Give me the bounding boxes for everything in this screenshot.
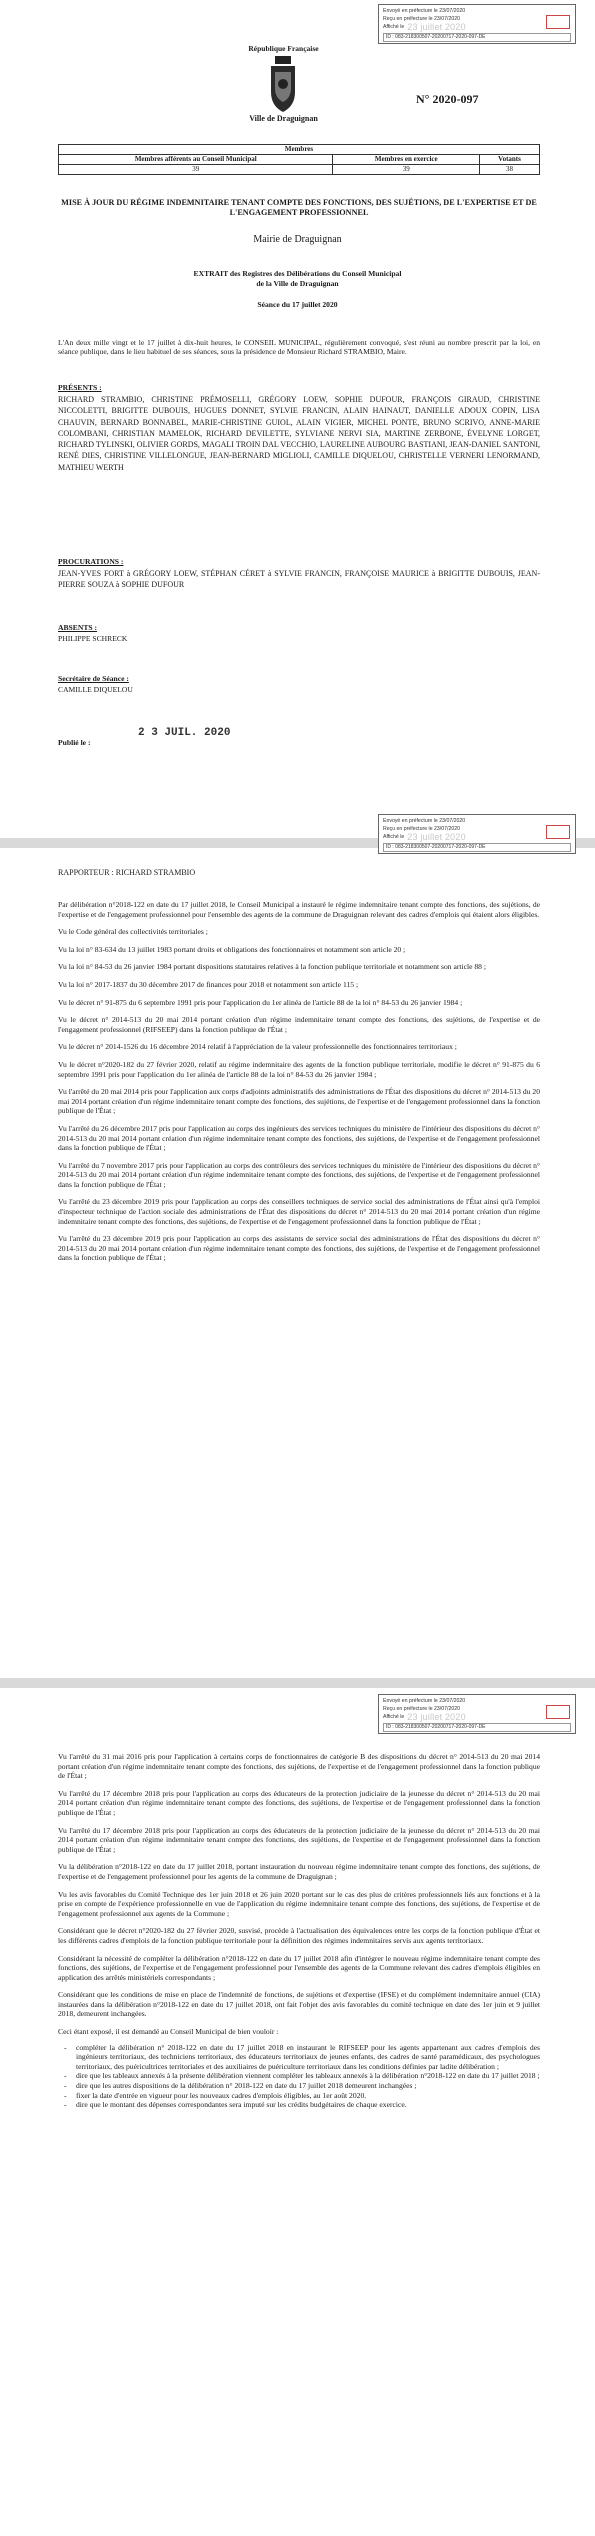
procurations-list: JEAN-YVES FORT à GRÉGORY LOEW, STÉPHAN CÉRET à SYLVIE FRANCIN, FRANÇOISE MAURICE à BRIGITTE DUBOUIS, JEAN-PIERRE SOUZA à SOPHIE DUFOUR: [58, 569, 540, 589]
paragraph: Vu la délibération n°2018-122 en date du 17 juillet 2018, portant instauration du nouveau régime indemnitaire tenant compte des fonctions, des sujétions, de l'expertise et de l'engagement professionnel pour les agents de la commune de Draguignan ;: [58, 1862, 540, 1881]
list-item: - compléter la délibération n° 2018-122 en date du 17 juillet 2018 en instaurant le RIFSEEP pour les agents appartenant aux cadres d'emplois des ingénieurs territoriaux, des techniciens territoriaux, des éducateurs territoriaux de jeunes enfants, des cadres de santé paramédicaux, des psychologues territoriaux, des puéricultrices territoriales et des auxiliaires de puériculture territoriaux dans les conditions définies par ladite délibération ;: [58, 2043, 540, 2072]
members-table-title: Membres: [59, 145, 540, 155]
paragraph: Vu l'arrêté du 17 décembre 2018 pris pour l'application au corps des éducateurs de la protection judiciaire de la jeunesse du décret n° 2014-513 du 20 mai 2014 portant création d'un régime indemnitaire tenant compte des fonctions, des sujétions, de l'expertise et de l'engagement professionnel dans la fonction publique de l'État ;: [58, 1825, 540, 1854]
absents-list: PHILIPPE SCHRECK: [58, 634, 128, 643]
paragraph: Vu le Code général des collectivités territoriales ;: [58, 927, 208, 937]
stamp-id: ID : 083-218300507-20200717-2020-097-DE: [383, 843, 571, 852]
publication-date-stamp: 2 3 JUIL. 2020: [138, 727, 231, 739]
paragraph: Ceci étant exposé, il est demandé au Conseil Municipal de bien vouloir :: [58, 2027, 279, 2037]
paragraph: Vu l'arrêté du 26 décembre 2017 pris pour l'application au corps des ingénieurs des services techniques du ministère de l'intérieur des dispositions du décret n° 2014-513 du 20 mai 2014 portant création d'un régime indemnitaire tenant compte des fonctions, des sujétions, de l'expertise et de l'engagement professionnel dans la fonction publique de l'État ;: [58, 1123, 540, 1153]
members-header: Votants: [480, 155, 540, 165]
stamp-id: ID : 083-218300507-20200717-2020-097-DE: [383, 33, 571, 42]
deliberation-title: MISE À JOUR DU RÉGIME INDEMNITAIRE TENANT COMPTE DES FONCTIONS, DES SUJÉTIONS, DE L'EXPERTISE ET DE L'ENGAGEMENT PROFESSIONNEL: [61, 198, 537, 217]
stamp-received-line: Reçu en préfecture le 23/07/2020: [383, 826, 461, 833]
mairie-label: Mairie de Draguignan: [253, 234, 342, 245]
list-item: - dire que les autres dispositions de la délibération n° 2018-122 en date du 17 juillet 2018 demeurent inchangées ;: [58, 2081, 540, 2091]
stamp-received-line: Reçu en préfecture le 23/07/2020: [383, 16, 461, 23]
paragraph: Vu les avis favorables du Comité Technique des 1er juin 2018 et 26 juin 2020 portant sur le cas des plus de critères professionnels liés aux fonctions et à la prise en compte de l'expérience professionnelle en vue de l'application du régime indemnitaire tenant compte des fonctions, des sujétions, de l'expertise et de l'engagement professionnel aux agents de la Commune ;: [58, 1889, 540, 1918]
stamp-sent-line: Envoyé en préfecture le 23/07/2020: [383, 818, 466, 824]
members-value: 39: [333, 165, 480, 175]
secretaire-label: Secrétaire de Séance :: [58, 674, 129, 683]
publie-label: Publié le :: [58, 738, 91, 747]
page2-body: [58, 900, 540, 1271]
paragraph: Vu le décret n°2020-182 du 27 février 2020, relatif au régime indemnitaire des agents de la fonction publique territoriale, modifie le décret n° 91-875 du 6 septembre 1991 pris pour l'application du 1er alinéa de l'article 88 de la loi n° 84-53 du 26 janvier 1984 ;: [58, 1059, 540, 1079]
presents-label: PRÉSENTS :: [58, 383, 102, 392]
list-item: - dire que les tableaux annexés à la présente délibération viennent compléter les tableaux annexés à la délibération n°2018-122 en date du 17 juillet 2018 ;: [58, 2071, 540, 2081]
stamp-affiche-date: 23 juillet 2020: [407, 1712, 466, 1723]
prefecture-stamp: [378, 4, 576, 44]
seance-date: Séance du 17 juillet 2020: [257, 300, 338, 309]
procurations-label: PROCURATIONS :: [58, 557, 124, 566]
stamp-affiche-label: Affiché le: [383, 24, 405, 31]
paragraph: Vu l'arrêté du 20 mai 2014 pris pour l'application aux corps d'adjoints administratifs des administrations de l'État des dispositions du décret n° 2014-513 du 20 mai 2014 portant création d'un régime indemnitaire tenant compte des fonctions, des sujétions, de l'expertise et de l'engagement professionnel dans la fonction publique de l'État ;: [58, 1087, 540, 1116]
extrait-line-2: de la Ville de Draguignan: [256, 279, 339, 288]
republic-label: République Française: [248, 44, 319, 53]
members-table: [58, 144, 540, 175]
page3-body: [58, 1752, 540, 2110]
paragraph: Vu la loi n° 2017-1837 du 30 décembre 2017 de finances pour 2018 et notamment son article 115 ;: [58, 979, 359, 989]
members-header: Membres afférents au Conseil Municipal: [59, 155, 333, 165]
paragraph: Par délibération n°2018-122 en date du 17 juillet 2018, le Conseil Municipal a instauré le régime indemnitaire tenant compte des fonctions, des sujétions, de l'expertise et de l'engagement professionnel pour l'ensemble des agents de la commune de Draguignan relevant des cadres d'emplois qui étaient alors éligibles.: [58, 900, 540, 919]
presents-list: RICHARD STRAMBIO, CHRISTINE PRÉMOSELLI, GRÉGORY LOEW, SOPHIE DUFOUR, FRANÇOIS GIRAUD, CHRISTINE NICCOLETTI, BRIGITTE DUBOUIS, HUGUES DONNET, SYLVIE FRANCIN, ALAIN HAINAUT, DANIELLE ADOUX COPIN, LISA CHAUVIN, BERNARD BONNABEL, MARIE-CHRISTINE GUIOL, ALAIN VIGIER, MICHEL PONTE, BRUNO SCRIVO, ANNE-MARIE COLOMBANI, CHRISTIAN MAMELOK, RICHARD DEVILETTE, SYLVIANE NERVI SIA, MARTINE ZERBONE, ÉVELYNE LORGET, RICHARD TYLINSKI, OLIVIER GORDS, MAGALI TROIN DAL VECCHIO, LAURELINE AUBOURG BASTIANI, JEAN-DANIEL SANTONI, RENÉ DIES, CHRISTINE VILLELONGUE, JEAN-BERNARD MIGLIOLI, CAMILLE DIQUELOU, CHRISTELLE VERNERI LENORMAND, MATHIEU WERTH: [58, 395, 540, 472]
paragraph: Vu l'arrêté du 23 décembre 2019 pris pour l'application au corps des conseillers techniques de service social des administrations de l'État ainsi qu'à l'emploi d'inspecteur technique de l'action sociale des administrations de l'État des dispositions du décret n° 2014-513 du 20 mai 2014 portant création d'un régime indemnitaire tenant compte des fonctions, des sujétions, de l'expertise et de l'engagement professionnel dans la fonction publique de l'État ;: [58, 1197, 540, 1226]
stamp-logo-icon: [546, 825, 570, 839]
paragraph: Vu le décret n° 2014-513 du 20 mai 2014 portant création d'un régime indemnitaire tenant compte des fonctions, des sujétions, de l'expertise et de l'engagement professionnel (RIFSEEP) dans la fonction publique de l'État ;: [58, 1015, 540, 1034]
paragraph: Vu la loi n° 83-634 du 13 juillet 1983 portant droits et obligations des fonctionnaires et notamment son article 20 ;: [58, 944, 406, 954]
members-header: Membres en exercice: [333, 155, 480, 165]
stamp-sent-line: Envoyé en préfecture le 23/07/2020: [383, 8, 466, 14]
coat-of-arms-icon: [265, 56, 301, 114]
paragraph: Considérant que le décret n°2020-182 du 27 février 2020, susvisé, procède à l'actualisation des équivalences entre les corps de la fonction publique d'État et les différents cadres d'emplois de la fonction publique territoriale pour la définition des régimes indemnitaires servis aux agents territoriaux.: [58, 1926, 540, 1945]
paragraph: Vu l'arrêté du 17 décembre 2018 pris pour l'application au corps des éducateurs de la protection judiciaire de la jeunesse du décret n° 2014-513 du 20 mai 2014 portant création d'un régime indemnitaire tenant compte des fonctions, des sujétions, de l'expertise et de l'engagement professionnel dans la fonction publique de l'État ;: [58, 1788, 540, 1817]
stamp-id: ID : 083-218300507-20200717-2020-097-DE: [383, 1723, 571, 1732]
members-value: 39: [59, 165, 333, 175]
stamp-affiche-label: Affiché le: [383, 834, 405, 841]
intro-paragraph: L'An deux mille vingt et le 17 juillet à dix-huit heures, le CONSEIL MUNICIPAL, régulièrement convoqué, s'est réuni au nombre prescrit par la loi, en séance publique, dans le lieu habituel de ses séances, sous la présidence de Monsieur Richard STRAMBIO, Maire.: [58, 338, 540, 357]
prefecture-stamp: [378, 1694, 576, 1734]
list-item: - fixer la date d'entrée en vigueur pour les nouveaux cadres d'emplois éligibles, au 1er août 2020.: [58, 2091, 540, 2101]
stamp-logo-icon: [546, 15, 570, 29]
city-label: Ville de Draguignan: [249, 114, 318, 123]
absents-label: ABSENTS :: [58, 623, 98, 632]
paragraph: Considérant la nécessité de compléter la délibération n°2018-122 en date du 17 juillet 2018 afin d'intégrer le nouveau régime indemnitaire tenant compte des fonctions, des sujétions, de l'expertise et de l'engagement professionnel pour l'ensemble des agents de la Commune relevant des cadres d'emplois éligibles en application des arrêtés ministériels correspondants ;: [58, 1953, 540, 1982]
stamp-sent-line: Envoyé en préfecture le 23/07/2020: [383, 1698, 466, 1704]
paragraph: Vu la loi n° 84-53 du 26 janvier 1984 portant dispositions statutaires relatives à la fonction publique territoriale et notamment son article 88 ;: [58, 962, 486, 972]
stamp-logo-icon: [546, 1705, 570, 1719]
secretaire-name: CAMILLE DIQUELOU: [58, 685, 133, 694]
paragraph: Vu l'arrêté du 23 décembre 2019 pris pour l'application au corps des assistants de service social des administrations de l'État des dispositions du décret n° 2014-513 du 20 mai 2014 portant création d'un régime indemnitaire tenant compte des fonctions, des sujétions, de l'expertise et de l'engagement professionnel dans la fonction publique de l'État ;: [58, 1234, 540, 1263]
paragraph: Vu l'arrêté du 7 novembre 2017 pris pour l'application au corps des contrôleurs des services techniques du ministère de l'intérieur des dispositions du décret n° 2014-513 du 20 mai 2014 portant création d'un régime indemnitaire tenant compte des fonctions, des sujétions, de l'expertise et de l'engagement professionnel dans la fonction publique de l'État ;: [58, 1160, 540, 1189]
paragraph: Considérant que les conditions de mise en place de l'indemnité de fonctions, de sujétions et d'expertise (IFSE) et du complément indemnitaire annuel (CIA) instaurées dans la délibération n°2018-122 en date du 17 juillet 2018, ont fait l'objet des avis favorables du comité technique en date des 1er juin et 9 juillet 2018, demeurent inchangées.: [58, 1990, 540, 2019]
stamp-affiche-label: Affiché le: [383, 1714, 405, 1721]
deliberation-number: N° 2020-097: [416, 92, 479, 106]
rapporteur-line: RAPPORTEUR : RICHARD STRAMBIO: [58, 868, 196, 877]
list-item: - dire que le montant des dépenses correspondantes sera imputé sur les crédits budgétaires de chaque exercice.: [58, 2100, 540, 2110]
members-value: 38: [480, 165, 540, 175]
page-separator: [0, 1678, 595, 1688]
stamp-affiche-date: 23 juillet 2020: [407, 832, 466, 843]
paragraph: Vu l'arrêté du 31 mai 2016 pris pour l'application à certains corps de fonctionnaires de catégorie B des dispositions du décret n° 2014-513 du 20 mai 2014 portant création d'un régime indemnitaire tenant compte des fonctions, des sujétions, de l'expertise et de l'engagement professionnel dans la fonction publique de l'État ;: [58, 1752, 540, 1781]
decision-list: [58, 2043, 540, 2110]
extrait-line-1: EXTRAIT des Registres des Délibérations du Conseil Municipal: [193, 269, 402, 278]
stamp-received-line: Reçu en préfecture le 23/07/2020: [383, 1706, 461, 1713]
paragraph: Vu le décret n° 91-875 du 6 septembre 1991 pris pour l'application du 1er alinéa de l'article 88 de la loi n° 84-53 du 26 janvier 1984 ;: [58, 997, 463, 1007]
paragraph: Vu le décret n° 2014-1526 du 16 décembre 2014 relatif à l'appréciation de la valeur professionnelle des fonctionnaires territoriaux ;: [58, 1042, 457, 1052]
stamp-affiche-date: 23 juillet 2020: [407, 22, 466, 33]
prefecture-stamp: [378, 814, 576, 854]
